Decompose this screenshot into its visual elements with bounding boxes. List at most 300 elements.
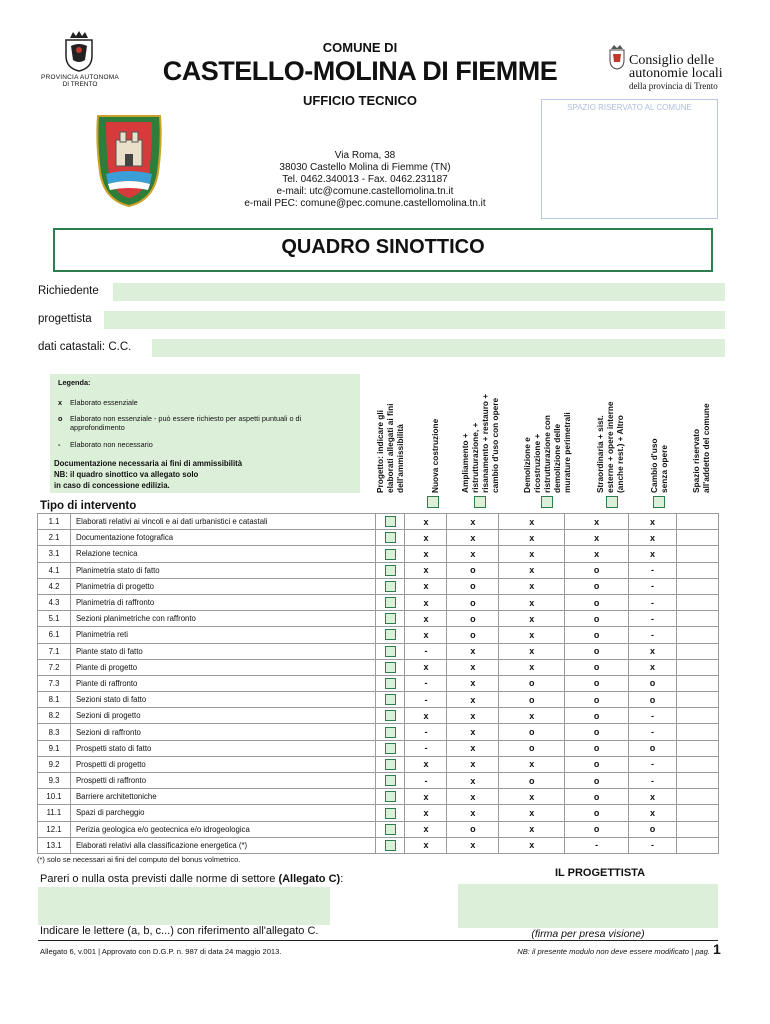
row-mark: x bbox=[629, 514, 677, 530]
table-row bbox=[38, 627, 719, 643]
row-mark: x bbox=[405, 708, 447, 724]
row-number: 12.1 bbox=[38, 821, 71, 837]
table-row bbox=[38, 789, 719, 805]
address-pec[interactable]: e-mail PEC: comune@pec.comune.castellomolina.tn.it bbox=[244, 198, 486, 209]
row-number: 7.2 bbox=[38, 659, 71, 675]
legend-symbol: o bbox=[58, 414, 63, 423]
row-checkbox[interactable] bbox=[385, 662, 396, 673]
address-line3: Tel. 0462.340013 - Fax. 0462.231187 bbox=[282, 174, 448, 185]
row-mark: - bbox=[629, 837, 677, 853]
row-mark: x bbox=[499, 546, 565, 562]
row-spazio-cell[interactable] bbox=[677, 724, 719, 740]
row-mark: x bbox=[447, 789, 499, 805]
row-mark: x bbox=[405, 578, 447, 594]
column-checkbox-nuova[interactable] bbox=[427, 496, 439, 508]
row-number: 4.3 bbox=[38, 594, 71, 610]
comune-label: COMUNE DI bbox=[322, 40, 398, 55]
column-header-line: esterne + opere interne bbox=[605, 401, 615, 493]
richiedente-label: Richiedente bbox=[38, 285, 99, 297]
row-mark: o bbox=[565, 821, 629, 837]
table-row bbox=[38, 643, 719, 659]
column-header-line: all'addetto del comune bbox=[701, 403, 711, 493]
row-checkbox[interactable] bbox=[385, 775, 396, 786]
row-description: Documentazione fotografica bbox=[70, 530, 375, 546]
row-mark: x bbox=[447, 708, 499, 724]
table-row bbox=[38, 692, 719, 708]
address-line1: Via Roma, 38 bbox=[334, 150, 396, 161]
row-mark: x bbox=[405, 805, 447, 821]
row-number: 8.3 bbox=[38, 724, 71, 740]
table-row bbox=[38, 756, 719, 772]
legend-note-3: in caso di concessione edilizia. bbox=[54, 481, 170, 490]
table-row bbox=[38, 546, 719, 562]
row-checkbox-cell bbox=[375, 675, 405, 691]
row-checkbox[interactable] bbox=[385, 565, 396, 576]
consiglio-line3: della provincia di Trento bbox=[629, 81, 718, 91]
row-mark: x bbox=[447, 837, 499, 853]
row-mark: - bbox=[629, 611, 677, 627]
row-checkbox-cell bbox=[375, 740, 405, 756]
row-number: 7.1 bbox=[38, 643, 71, 659]
row-spazio-cell[interactable] bbox=[677, 821, 719, 837]
row-mark: o bbox=[447, 578, 499, 594]
table-row bbox=[38, 530, 719, 546]
row-number: 8.2 bbox=[38, 708, 71, 724]
row-mark: x bbox=[565, 514, 629, 530]
row-description: Planimetria stato di fatto bbox=[70, 562, 375, 578]
row-mark: o bbox=[565, 805, 629, 821]
row-checkbox[interactable] bbox=[385, 759, 396, 770]
row-mark: - bbox=[405, 643, 447, 659]
legend-text: Elaborato essenziale bbox=[70, 398, 138, 407]
table-row bbox=[38, 659, 719, 675]
row-mark: o bbox=[565, 789, 629, 805]
catastali-label: dati catastali: C.C. bbox=[38, 341, 132, 353]
column-header-line: elaborati allegati ai fini bbox=[385, 403, 395, 493]
row-mark: x bbox=[499, 789, 565, 805]
row-mark: o bbox=[565, 773, 629, 789]
consiglio-line1: Consiglio delle bbox=[629, 53, 715, 68]
row-number: 4.1 bbox=[38, 562, 71, 578]
row-mark: x bbox=[629, 659, 677, 675]
row-spazio-cell[interactable] bbox=[677, 643, 719, 659]
column-header-cambio bbox=[645, 363, 673, 493]
row-mark: o bbox=[565, 692, 629, 708]
column-header-progetto bbox=[368, 363, 412, 493]
row-checkbox-cell bbox=[375, 514, 405, 530]
row-spazio-cell[interactable] bbox=[677, 530, 719, 546]
row-mark: o bbox=[565, 659, 629, 675]
row-number: 13.1 bbox=[38, 837, 71, 853]
row-spazio-cell[interactable] bbox=[677, 773, 719, 789]
row-mark: o bbox=[565, 740, 629, 756]
row-checkbox[interactable] bbox=[385, 629, 396, 640]
row-mark: o bbox=[565, 611, 629, 627]
row-number: 4.2 bbox=[38, 578, 71, 594]
row-mark: x bbox=[499, 611, 565, 627]
pareri-suffix: : bbox=[340, 873, 344, 885]
row-mark: o bbox=[499, 692, 565, 708]
row-checkbox-cell bbox=[375, 708, 405, 724]
column-header-line: ricostruzione + bbox=[532, 433, 542, 493]
row-description: Elaborati relativi ai vincoli e ai dati urbanistici e catastali bbox=[70, 514, 375, 530]
column-header-nuova bbox=[425, 363, 445, 493]
row-mark: o bbox=[629, 740, 677, 756]
table-row bbox=[38, 773, 719, 789]
row-mark: x bbox=[447, 659, 499, 675]
pareri-field[interactable] bbox=[38, 887, 330, 925]
row-checkbox-cell bbox=[375, 594, 405, 610]
row-mark: x bbox=[405, 562, 447, 578]
row-checkbox-cell bbox=[375, 789, 405, 805]
row-mark: x bbox=[499, 837, 565, 853]
column-header-ampliamento bbox=[452, 363, 508, 493]
row-description: Spazi di parcheggio bbox=[70, 805, 375, 821]
row-checkbox[interactable] bbox=[385, 581, 396, 592]
row-spazio-cell[interactable] bbox=[677, 562, 719, 578]
row-mark: x bbox=[447, 546, 499, 562]
table-row bbox=[38, 594, 719, 610]
table-row bbox=[38, 578, 719, 594]
row-checkbox[interactable] bbox=[385, 694, 396, 705]
row-mark: - bbox=[629, 627, 677, 643]
row-mark: - bbox=[629, 724, 677, 740]
row-mark: o bbox=[565, 578, 629, 594]
legend-text: Elaborato non necessario bbox=[70, 440, 153, 449]
row-number: 6.1 bbox=[38, 627, 71, 643]
row-mark: o bbox=[499, 724, 565, 740]
row-checkbox[interactable] bbox=[385, 791, 396, 802]
table-row bbox=[38, 708, 719, 724]
row-spazio-cell[interactable] bbox=[677, 692, 719, 708]
row-checkbox[interactable] bbox=[385, 532, 396, 543]
row-spazio-cell[interactable] bbox=[677, 805, 719, 821]
signature-field[interactable] bbox=[458, 884, 718, 928]
page-number: 1 bbox=[713, 941, 721, 957]
row-spazio-cell[interactable] bbox=[677, 514, 719, 530]
column-header-line: Progetto: indicare gli bbox=[375, 410, 385, 493]
row-mark: - bbox=[405, 724, 447, 740]
table-row bbox=[38, 562, 719, 578]
row-checkbox-cell bbox=[375, 773, 405, 789]
column-header-line: risanamento + restauro + bbox=[480, 393, 490, 493]
row-mark: x bbox=[499, 578, 565, 594]
row-number: 2.1 bbox=[38, 530, 71, 546]
row-mark: x bbox=[405, 659, 447, 675]
address-line2: 38030 Castello Molina di Fiemme (TN) bbox=[279, 162, 451, 173]
pareri-prefix: Pareri o nulla osta previsti dalle norme di settore bbox=[40, 873, 279, 885]
row-mark: o bbox=[565, 627, 629, 643]
row-description: Sezioni di raffronto bbox=[70, 724, 375, 740]
column-header-line: Straordinaria + sist. bbox=[595, 415, 605, 493]
row-mark: o bbox=[499, 773, 565, 789]
row-mark: o bbox=[499, 675, 565, 691]
row-mark: x bbox=[565, 546, 629, 562]
ufficio-label: UFFICIO TECNICO bbox=[302, 93, 418, 108]
column-checkbox-cambio[interactable] bbox=[653, 496, 665, 508]
row-checkbox-cell bbox=[375, 546, 405, 562]
row-mark: x bbox=[499, 530, 565, 546]
row-mark: x bbox=[405, 546, 447, 562]
row-mark: o bbox=[499, 740, 565, 756]
row-spazio-cell[interactable] bbox=[677, 611, 719, 627]
comune-crest-icon bbox=[94, 112, 164, 208]
row-mark: x bbox=[629, 530, 677, 546]
comune-name: CASTELLO-MOLINA DI FIEMME bbox=[162, 56, 558, 86]
row-description: Perizia geologica e/o geotecnica e/o idrogeologica bbox=[70, 821, 375, 837]
row-mark: x bbox=[499, 643, 565, 659]
table-row bbox=[38, 675, 719, 691]
row-description: Sezioni di progetto bbox=[70, 708, 375, 724]
row-mark: x bbox=[447, 756, 499, 772]
row-mark: x bbox=[447, 724, 499, 740]
pareri-label bbox=[40, 873, 343, 885]
column-header-spazio bbox=[687, 363, 715, 493]
column-header-line: Nuova costruzione bbox=[430, 418, 440, 493]
row-spazio-cell[interactable] bbox=[677, 789, 719, 805]
row-description: Sezioni planimetriche con raffronto bbox=[70, 611, 375, 627]
spazio-riservato-box bbox=[541, 99, 718, 219]
row-mark: - bbox=[629, 594, 677, 610]
row-mark: - bbox=[405, 773, 447, 789]
row-mark: o bbox=[565, 756, 629, 772]
row-spazio-cell[interactable] bbox=[677, 740, 719, 756]
column-checkbox-demolizione[interactable] bbox=[541, 496, 553, 508]
firma-label: (firma per presa visione) bbox=[531, 928, 645, 940]
row-checkbox-cell bbox=[375, 756, 405, 772]
legend-title: Legenda: bbox=[58, 378, 91, 387]
table-row bbox=[38, 837, 719, 853]
row-description: Barriere architettoniche bbox=[70, 789, 375, 805]
row-mark: o bbox=[565, 724, 629, 740]
row-mark: x bbox=[447, 530, 499, 546]
row-mark: x bbox=[629, 643, 677, 659]
column-header-line: senza opere bbox=[659, 445, 669, 493]
row-spazio-cell[interactable] bbox=[677, 756, 719, 772]
provincia-emblem-icon bbox=[62, 30, 96, 72]
row-mark: - bbox=[405, 740, 447, 756]
row-mark: o bbox=[447, 611, 499, 627]
row-checkbox[interactable] bbox=[385, 840, 396, 851]
row-mark: o bbox=[565, 708, 629, 724]
row-description: Piante di raffronto bbox=[70, 675, 375, 691]
row-mark: x bbox=[405, 756, 447, 772]
column-header-line: Spazio riservato bbox=[691, 428, 701, 493]
richiedente-field[interactable] bbox=[113, 283, 725, 301]
footnote: (*) solo se necessari ai fini del computo del bonus volmetrico. bbox=[37, 855, 241, 864]
catastali-field[interactable] bbox=[152, 339, 725, 357]
column-checkbox-ampliamento[interactable] bbox=[474, 496, 486, 508]
column-header-line: Demolizione e bbox=[522, 437, 532, 493]
row-mark: x bbox=[405, 514, 447, 530]
row-description: Planimetria di progetto bbox=[70, 578, 375, 594]
progettista-signature-label: IL PROGETTISTA bbox=[554, 867, 646, 879]
row-mark: x bbox=[447, 740, 499, 756]
row-checkbox[interactable] bbox=[385, 549, 396, 560]
row-spazio-cell[interactable] bbox=[677, 546, 719, 562]
column-checkbox-straordinaria[interactable] bbox=[606, 496, 618, 508]
consiglio-line2: autonomie locali bbox=[629, 66, 723, 81]
row-mark: x bbox=[405, 837, 447, 853]
row-mark: x bbox=[499, 659, 565, 675]
row-checkbox-cell bbox=[375, 643, 405, 659]
row-description: Prospetti di progetto bbox=[70, 756, 375, 772]
row-mark: o bbox=[447, 821, 499, 837]
spazio-riservato-label: SPAZIO RISERVATO AL COMUNE bbox=[567, 103, 692, 112]
column-header-straordinaria bbox=[590, 363, 630, 493]
row-mark: - bbox=[629, 708, 677, 724]
row-checkbox-cell bbox=[375, 692, 405, 708]
row-checkbox[interactable] bbox=[385, 613, 396, 624]
row-mark: x bbox=[499, 594, 565, 610]
row-checkbox[interactable] bbox=[385, 597, 396, 608]
column-header-demolizione bbox=[518, 363, 576, 493]
row-checkbox-cell bbox=[375, 821, 405, 837]
legend-symbol: x bbox=[58, 398, 63, 407]
row-checkbox-cell bbox=[375, 837, 405, 853]
column-header-line: (anche rest.) + Altro bbox=[615, 415, 625, 493]
row-mark: x bbox=[499, 805, 565, 821]
row-description: Sezioni stato di fatto bbox=[70, 692, 375, 708]
row-mark: x bbox=[629, 805, 677, 821]
provincia-line1: PROVINCIA AUTONOMA bbox=[41, 74, 119, 81]
page-title: QUADRO SINOTTICO bbox=[281, 236, 485, 258]
table-row bbox=[38, 821, 719, 837]
column-header-line: cambio d'uso con opere bbox=[490, 397, 500, 493]
row-number: 8.1 bbox=[38, 692, 71, 708]
row-spazio-cell[interactable] bbox=[677, 659, 719, 675]
row-checkbox[interactable] bbox=[385, 727, 396, 738]
row-spazio-cell[interactable] bbox=[677, 578, 719, 594]
row-checkbox[interactable] bbox=[385, 516, 396, 527]
row-mark: x bbox=[629, 789, 677, 805]
row-number: 10.1 bbox=[38, 789, 71, 805]
row-mark: x bbox=[447, 675, 499, 691]
row-checkbox[interactable] bbox=[385, 743, 396, 754]
row-mark: x bbox=[499, 562, 565, 578]
row-mark: o bbox=[447, 594, 499, 610]
row-checkbox-cell bbox=[375, 805, 405, 821]
table-row bbox=[38, 514, 719, 530]
row-checkbox-cell bbox=[375, 724, 405, 740]
tipo-intervento-label: Tipo di intervento bbox=[40, 500, 137, 512]
row-mark: x bbox=[405, 627, 447, 643]
row-mark: o bbox=[565, 594, 629, 610]
row-description: Elaborati relativi alla classificazione energetica (*) bbox=[70, 837, 375, 853]
row-mark: o bbox=[629, 821, 677, 837]
row-number: 7.3 bbox=[38, 675, 71, 691]
table-row bbox=[38, 611, 719, 627]
row-number: 9.2 bbox=[38, 756, 71, 772]
row-number: 1.1 bbox=[38, 514, 71, 530]
indicare-label: Indicare le lettere (a, b, c...) con riferimento all'allegato C. bbox=[40, 925, 319, 937]
row-number: 5.1 bbox=[38, 611, 71, 627]
legend-text: Elaborato non essenziale - può essere richiesto per aspetti puntuali o di approfondimento bbox=[70, 414, 302, 432]
row-mark: o bbox=[565, 675, 629, 691]
row-mark: x bbox=[499, 708, 565, 724]
row-mark: x bbox=[499, 627, 565, 643]
row-number: 9.1 bbox=[38, 740, 71, 756]
row-description: Relazione tecnica bbox=[70, 546, 375, 562]
provincia-line2: DI TRENTO bbox=[62, 81, 98, 88]
row-spazio-cell[interactable] bbox=[677, 675, 719, 691]
row-mark: x bbox=[447, 805, 499, 821]
row-mark: - bbox=[629, 578, 677, 594]
row-mark: - bbox=[629, 756, 677, 772]
row-checkbox[interactable] bbox=[385, 646, 396, 657]
table-row bbox=[38, 740, 719, 756]
row-mark: o bbox=[629, 675, 677, 691]
column-header-line: dell'ammissibilità bbox=[395, 424, 405, 493]
progettista-label: progettista bbox=[38, 313, 92, 325]
progettista-field[interactable] bbox=[104, 311, 725, 329]
column-header-line: Ampliamento + bbox=[460, 433, 470, 493]
column-header-line: murature perimetrali bbox=[562, 412, 572, 493]
row-checkbox-cell bbox=[375, 611, 405, 627]
column-header-line: demolizione delle bbox=[552, 423, 562, 493]
row-description: Piante di progetto bbox=[70, 659, 375, 675]
row-mark: - bbox=[629, 773, 677, 789]
row-checkbox[interactable] bbox=[385, 808, 396, 819]
row-checkbox-cell bbox=[375, 659, 405, 675]
row-mark: x bbox=[405, 530, 447, 546]
row-mark: - bbox=[629, 562, 677, 578]
row-mark: - bbox=[565, 837, 629, 853]
allegato-note: Allegato 6, v.001 | Approvato con D.G.P. n. 987 di data 24 maggio 2013. bbox=[40, 947, 282, 956]
column-header-line: ristrutturazione, + bbox=[470, 422, 480, 493]
divider bbox=[38, 940, 718, 941]
nb-note: NB: il presente modulo non deve essere modificato | pag. bbox=[517, 947, 710, 956]
row-spazio-cell[interactable] bbox=[677, 627, 719, 643]
row-mark: x bbox=[629, 546, 677, 562]
row-description: Planimetria reti bbox=[70, 627, 375, 643]
pareri-allegato: (Allegato C) bbox=[278, 873, 341, 885]
table-row bbox=[38, 724, 719, 740]
row-mark: x bbox=[405, 594, 447, 610]
row-spazio-cell[interactable] bbox=[677, 594, 719, 610]
row-description: Prospetti stato di fatto bbox=[70, 740, 375, 756]
row-mark: x bbox=[447, 773, 499, 789]
row-mark: - bbox=[405, 692, 447, 708]
row-mark: x bbox=[499, 821, 565, 837]
legend-symbol: - bbox=[58, 440, 61, 449]
row-mark: - bbox=[405, 675, 447, 691]
row-mark: x bbox=[499, 756, 565, 772]
row-mark: x bbox=[405, 821, 447, 837]
row-mark: o bbox=[565, 643, 629, 659]
row-mark: x bbox=[405, 789, 447, 805]
row-checkbox-cell bbox=[375, 578, 405, 594]
row-checkbox-cell bbox=[375, 562, 405, 578]
sinottico-table bbox=[37, 513, 719, 854]
row-checkbox[interactable] bbox=[385, 710, 396, 721]
table-row bbox=[38, 805, 719, 821]
row-description: Prospetti di raffronto bbox=[70, 773, 375, 789]
row-mark: x bbox=[405, 611, 447, 627]
row-checkbox-cell bbox=[375, 627, 405, 643]
row-mark: x bbox=[447, 514, 499, 530]
row-description: Piante stato di fatto bbox=[70, 643, 375, 659]
row-checkbox[interactable] bbox=[385, 678, 396, 689]
row-mark: o bbox=[629, 692, 677, 708]
row-spazio-cell[interactable] bbox=[677, 837, 719, 853]
address-email[interactable]: e-mail: utc@comune.castellomolina.tn.it bbox=[276, 186, 454, 197]
row-spazio-cell[interactable] bbox=[677, 708, 719, 724]
legend-note-2: NB: il quadro sinottico va allegato solo bbox=[54, 470, 199, 479]
column-header-line: Cambio d'uso bbox=[649, 438, 659, 493]
row-checkbox[interactable] bbox=[385, 824, 396, 835]
row-description: Planimetria di raffronto bbox=[70, 594, 375, 610]
